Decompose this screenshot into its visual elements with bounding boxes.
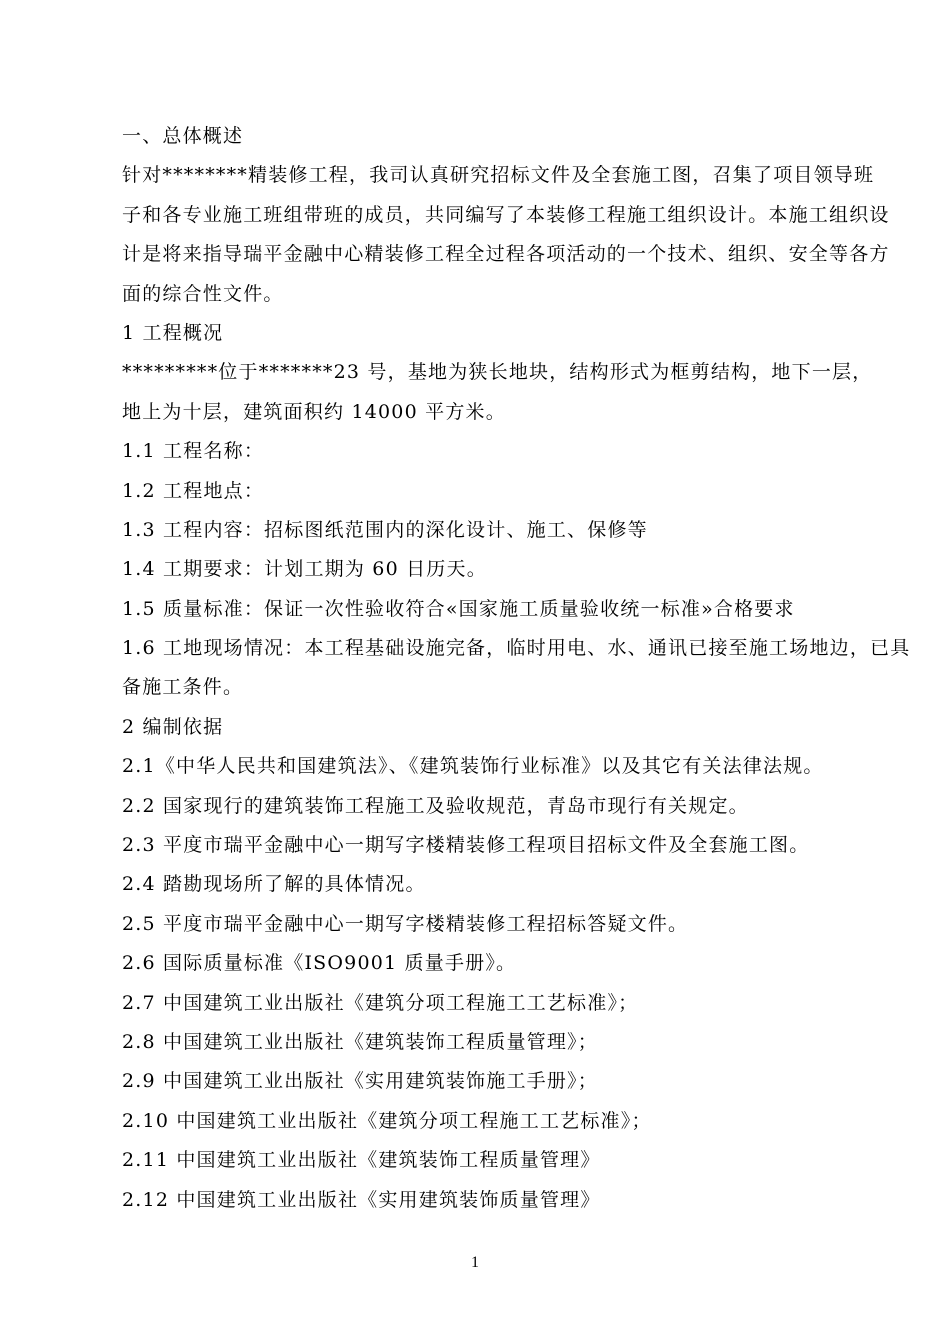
paragraph-line: *********位于*******23 号，基地为狭长地块，结构形式为框剪结构，地下一层， — [122, 361, 873, 384]
list-item: 2.1《中华人民共和国建筑法》、《建筑装饰行业标准》以及其它有关法律法规。 — [122, 755, 824, 778]
list-item: 2.10 中国建筑工业出版社《建筑分项工程施工工艺标准》； — [122, 1109, 652, 1132]
list-item: 1.1 工程名称： — [122, 440, 265, 463]
list-item: 2.2 国家现行的建筑装饰工程施工及验收规范，青岛市现行有关规定。 — [122, 794, 749, 817]
paragraph-line: 子和各专业施工班组带班的成员，共同编写了本装修工程施工组织设计。本施工组织设 — [122, 203, 890, 226]
page-number: 1 — [471, 1254, 479, 1271]
list-item: 1.3 工程内容：招标图纸范围内的深化设计、施工、保修等 — [122, 518, 648, 541]
list-item: 1.5 质量标准：保证一次性验收符合«国家施工质量验收统一标准»合格要求 — [122, 597, 795, 620]
section-heading-basis: 2 编制依据 — [122, 715, 224, 738]
paragraph-line: 针对********精装修工程，我司认真研究招标文件及全套施工图，召集了项目领导班 — [122, 164, 875, 187]
paragraph-line: 面的综合性文件。 — [122, 282, 284, 305]
list-item: 2.4 踏勘现场所了解的具体情况。 — [122, 873, 426, 896]
list-item: 1.6 工地现场情况：本工程基础设施完备，临时用电、水、通讯已接至施工场地边，已具 — [122, 637, 911, 660]
list-item: 1.2 工程地点： — [122, 479, 265, 502]
paragraph-line: 计是将来指导瑞平金融中心精装修工程全过程各项活动的一个技术、组织、安全等各方 — [122, 243, 890, 266]
list-item-continuation: 备施工条件。 — [122, 676, 244, 699]
list-item: 2.3 平度市瑞平金融中心一期写字楼精装修工程项目招标文件及全套施工图。 — [122, 834, 810, 857]
document-body — [122, 117, 922, 1220]
paragraph-line: 地上为十层，建筑面积约 14000 平方米。 — [122, 400, 506, 423]
list-item: 1.4 工期要求：计划工期为 60 日历天。 — [122, 558, 487, 581]
list-item: 2.7 中国建筑工业出版社《建筑分项工程施工工艺标准》； — [122, 991, 639, 1014]
section-heading-project-overview: 1 工程概况 — [122, 321, 224, 344]
list-item: 2.5 平度市瑞平金融中心一期写字楼精装修工程招标答疑文件。 — [122, 912, 689, 935]
list-item: 2.11 中国建筑工业出版社《建筑装饰工程质量管理》 — [122, 1149, 601, 1172]
list-item: 2.6 国际质量标准《ISO9001 质量手册》。 — [122, 952, 517, 975]
section-heading-overview: 一、总体概述 — [122, 125, 244, 147]
list-item: 2.8 中国建筑工业出版社《建筑装饰工程质量管理》； — [122, 1030, 598, 1053]
list-item: 2.12 中国建筑工业出版社《实用建筑装饰质量管理》 — [122, 1188, 601, 1211]
list-item: 2.9 中国建筑工业出版社《实用建筑装饰施工手册》； — [122, 1070, 598, 1093]
